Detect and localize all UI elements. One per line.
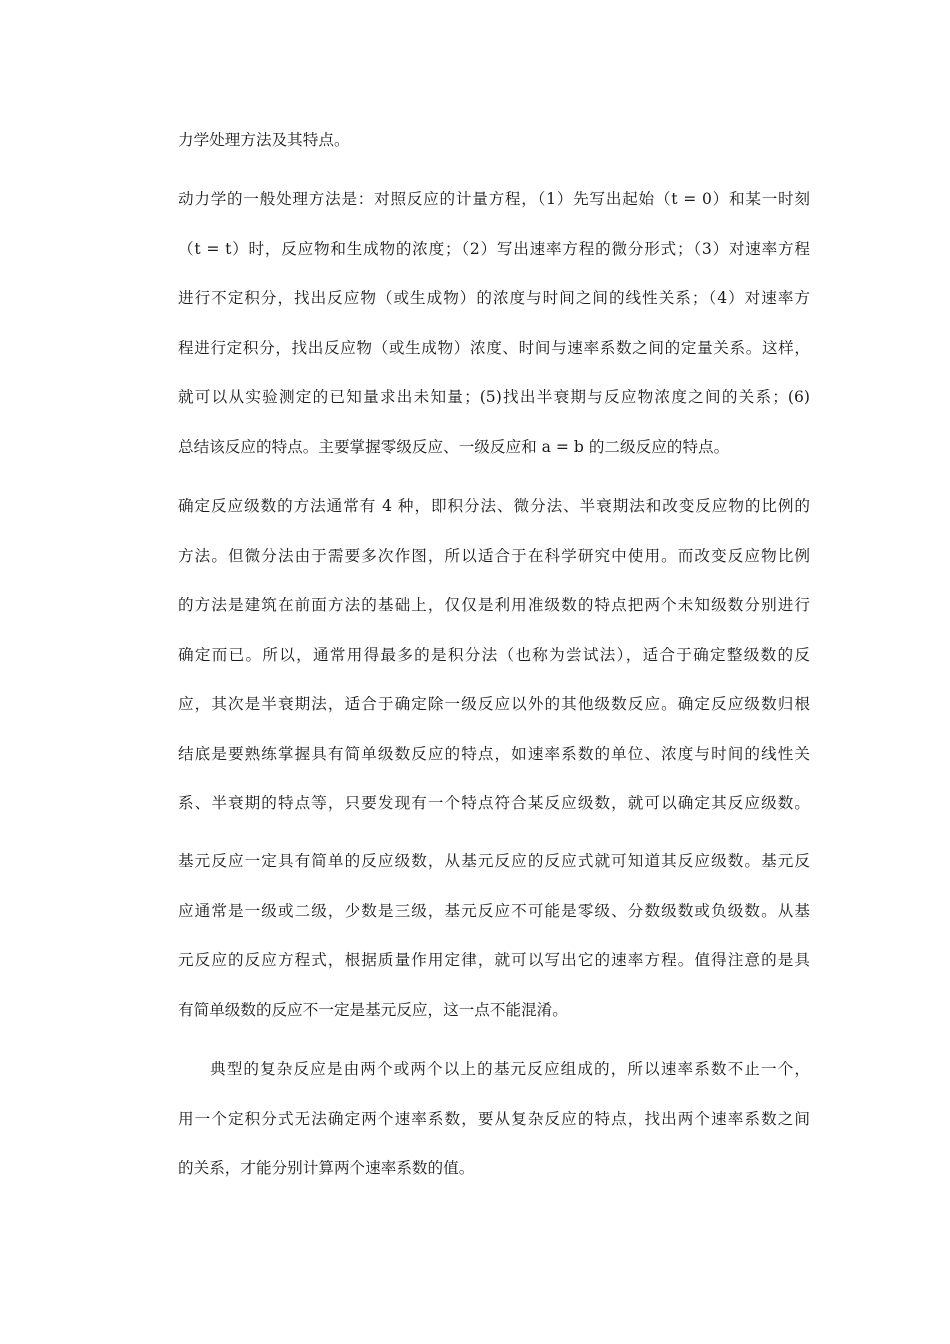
document-page <box>178 0 810 1344</box>
paragraph-reaction-order-methods <box>178 482 810 829</box>
paragraph-intro-fragment <box>178 116 810 166</box>
text-line: 就可以从实验测定的已知量求出未知量；(5)找出半衰期与反应物浓度之间的关系；(6) <box>178 388 810 406</box>
text-line: 力学处理方法及其特点。 <box>178 131 350 149</box>
text-line: （t = t）时，反应物和生成物的浓度；（2）写出速率方程的微分形式；（3）对速率方程 <box>178 239 810 258</box>
text-line: 动力学的一般处理方法是：对照反应的计量方程，（1）先写出起始（t = 0）和某一时刻 <box>178 190 810 208</box>
text-line: 基元反应一定具有简单的反应级数，从基元反应的反应式就可知道其反应级数。基元反 <box>178 852 810 870</box>
text-line: 结底是要熟练掌握具有简单级数反应的特点，如速率系数的单位、浓度与时间的线性关 <box>178 744 810 763</box>
text-line: 用一个定积分式无法确定两个速率系数，要从复杂反应的特点，找出两个速率系数之间 <box>178 1109 810 1128</box>
text-line: 确定反应级数的方法通常有 4 种，即积分法、微分法、半衰期法和改变反应物的比例的 <box>178 497 810 515</box>
paragraph-elementary-reactions <box>178 837 810 1035</box>
text-line: 程进行定积分，找出反应物（或生成物）浓度、时间与速率系数之间的定量关系。这样， <box>178 338 810 357</box>
text-line: 确定而已。所以，通常用得最多的是积分法（也称为尝试法），适合于确定整级数的反 <box>178 645 810 664</box>
text-line: 应，其次是半衰期法，适合于确定除一级反应以外的其他级数反应。确定反应级数归根 <box>178 695 810 713</box>
text-line: 总结该反应的特点。主要掌握零级反应、一级反应和 a = b 的二级反应的特点。 <box>178 437 730 456</box>
text-line: 方法。但微分法由于需要多次作图，所以适合于在科学研究中使用。而改变反应物比例 <box>178 546 810 565</box>
text-line: 系、半衰期的特点等，只要发现有一个特点符合某反应级数，就可以确定其反应级数。 <box>178 794 810 812</box>
paragraph-kinetics-method <box>178 175 810 472</box>
text-line: 元反应的反应方程式，根据质量作用定律，就可以写出它的速率方程。值得注意的是具 <box>178 951 810 969</box>
paragraph-complex-reactions <box>178 1045 810 1194</box>
text-line: 进行不定积分，找出反应物（或生成物）的浓度与时间之间的线性关系；（4）对速率方 <box>178 289 810 307</box>
text-line: 的方法是建筑在前面方法的基础上，仅仅是利用准级数的特点把两个未知级数分别进行 <box>178 596 810 614</box>
text-line: 有简单级数的反应不一定是基元反应，这一点不能混淆。 <box>178 1000 568 1019</box>
text-line: 典型的复杂反应是由两个或两个以上的基元反应组成的，所以速率系数不止一个， <box>210 1060 810 1078</box>
text-line: 的关系，才能分别计算两个速率系数的值。 <box>178 1159 475 1177</box>
text-line: 应通常是一级或二级，少数是三级，基元反应不可能是零级、分数级数或负级数。从基 <box>178 901 810 920</box>
